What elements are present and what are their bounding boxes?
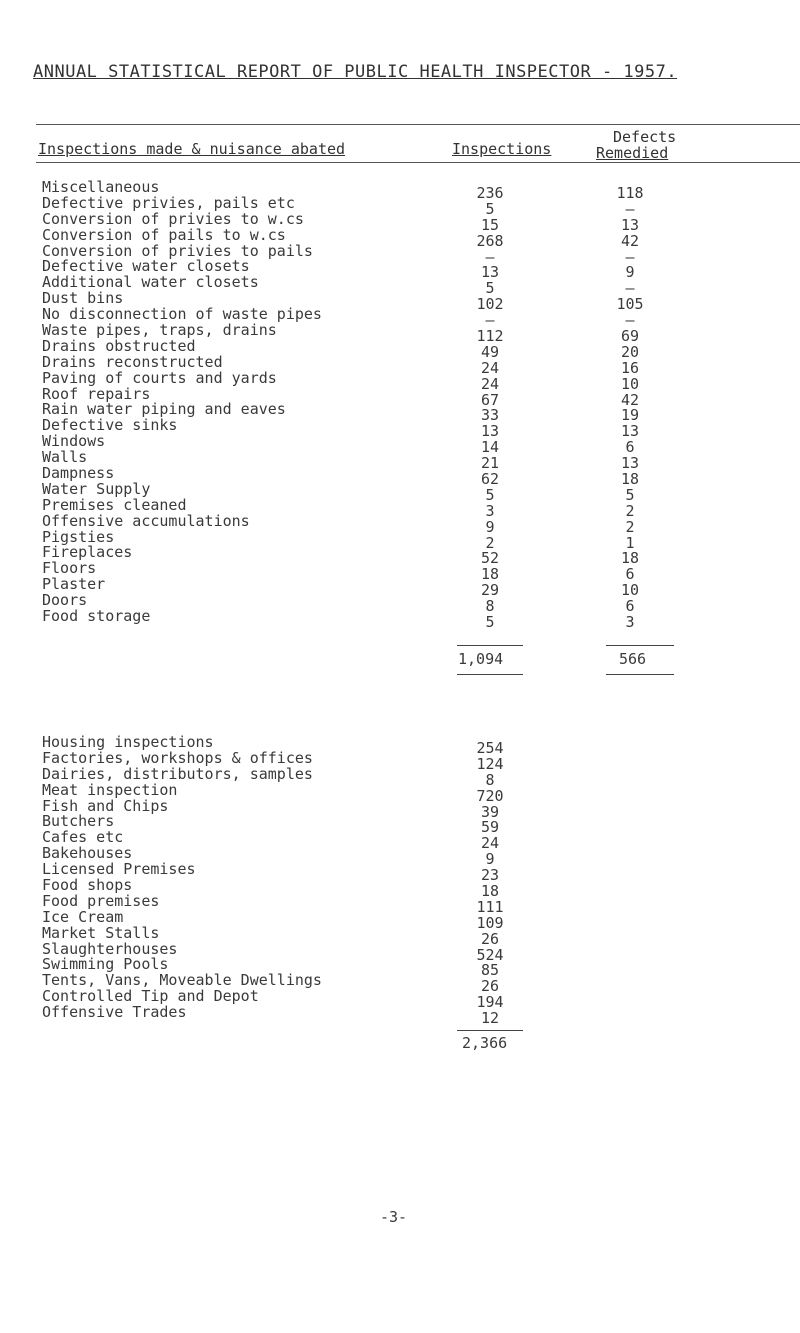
premises-inspections-value: 85	[480, 961, 500, 980]
nuisance-defects-value: —	[625, 199, 635, 218]
premises-item-label: Licensed Premises	[42, 860, 196, 879]
nuisance-inspections-value: 5	[485, 279, 495, 298]
nuisance-inspections-value: 62	[480, 470, 500, 489]
nuisance-labels	[42, 180, 322, 625]
nuisance-item-label: Water Supply	[42, 479, 151, 498]
nuisance-item-label: Defective privies, pails etc	[42, 193, 295, 212]
report-title: ANNUAL STATISTICAL REPORT OF PUBLIC HEALTH INSPECTOR - 1957.	[33, 62, 678, 82]
premises-inspections-value: 194	[476, 993, 504, 1012]
nuisance-item-label: Conversion of pails to w.cs	[42, 225, 286, 244]
nuisance-inspections-value: 8	[485, 597, 495, 616]
premises-item-label: Housing inspections	[42, 733, 214, 751]
premises-item-label: Ice Cream	[42, 907, 124, 926]
nuisance-item-label: Premises cleaned	[42, 495, 187, 514]
nuisance-item-label: Rain water piping and eaves	[42, 400, 286, 419]
nuisance-inspections-value: 67	[480, 390, 500, 409]
nuisance-defects-value: 6	[625, 438, 635, 457]
nuisance-defects-value: 13	[620, 422, 640, 441]
nuisance-item-label: Paving of courts and yards	[42, 368, 277, 387]
nuisance-defects-value: 42	[620, 231, 640, 250]
nuisance-item-label: Food storage	[42, 607, 151, 626]
nuisance-inspections-value: 13	[480, 422, 500, 441]
nuisance-defects-value: 18	[620, 470, 640, 489]
premises-item-label: Slaughterhouses	[42, 939, 178, 958]
nuisance-defects-value: 42	[620, 390, 640, 409]
header-remedied: Remedied	[596, 144, 669, 162]
inspections-total-rule	[457, 645, 523, 646]
nuisance-item-label: Walls	[42, 448, 88, 467]
nuisance-defects-value: —	[625, 311, 635, 330]
nuisance-defects-value: 6	[625, 565, 635, 584]
nuisance-item-label: Conversion of privies to pails	[42, 241, 313, 260]
nuisance-defects-value: 10	[620, 374, 640, 393]
nuisance-item-label: Pigsties	[42, 527, 115, 546]
nuisance-defects-value: 5	[625, 485, 635, 504]
premises-item-label: Cafes etc	[42, 828, 124, 847]
nuisance-defects-value: 1	[625, 533, 635, 552]
nuisance-defects-value: 69	[620, 327, 640, 346]
nuisance-inspections-value: 268	[476, 231, 504, 250]
header-rule	[36, 162, 800, 163]
nuisance-defects-value: 13	[620, 454, 640, 473]
nuisance-defects-value: 18	[620, 549, 640, 568]
nuisance-inspections-value: 24	[480, 374, 500, 393]
nuisance-defects-value: 2	[625, 501, 635, 520]
nuisance-inspections-value: 29	[480, 581, 500, 600]
nuisance-item-label: Doors	[42, 591, 88, 610]
premises-inspections-value: 720	[476, 786, 504, 805]
nuisance-defects-value: 3	[625, 613, 635, 632]
nuisance-defects-value: 6	[625, 597, 635, 616]
nuisance-inspections-value: 2	[485, 533, 495, 552]
nuisance-inspections-value: 49	[480, 342, 500, 361]
nuisance-defects-value: 105	[616, 295, 644, 314]
premises-total-rule	[457, 1030, 523, 1031]
premises-item-label: Factories, workshops & offices	[42, 748, 313, 767]
nuisance-defects-value: 2	[625, 517, 635, 536]
header-inspections-made: Inspections made & nuisance abated	[38, 140, 346, 158]
nuisance-item-label: Defective water closets	[42, 257, 250, 276]
premises-inspections-column	[440, 741, 540, 1027]
nuisance-inspections-value: 52	[480, 549, 500, 568]
premises-inspections-value: 24	[480, 834, 500, 853]
nuisance-item-label: Dust bins	[42, 289, 124, 308]
premises-inspections-value: 524	[476, 945, 504, 964]
premises-inspections-value: 18	[480, 882, 500, 901]
defects-total-underline	[606, 674, 674, 675]
nuisance-inspections-value: 21	[480, 454, 500, 473]
premises-inspections-value: 39	[480, 802, 500, 821]
nuisance-inspections-value: 5	[485, 199, 495, 218]
premises-inspections-value: 59	[480, 818, 500, 837]
nuisance-item-label: Floors	[42, 559, 97, 578]
top-rule	[36, 124, 800, 125]
premises-inspections-value: 109	[476, 913, 504, 932]
premises-item-label: Meat inspection	[42, 780, 178, 799]
premises-item-label: Tents, Vans, Moveable Dwellings	[42, 971, 322, 990]
nuisance-defects-value: 19	[620, 406, 640, 425]
nuisance-item-label: Miscellaneous	[42, 178, 160, 196]
premises-inspections-value: 23	[480, 866, 500, 885]
premises-item-label: Dairies, distributors, samples	[42, 764, 313, 783]
nuisance-inspections-value: 13	[480, 263, 500, 282]
nuisance-inspections-value: 236	[476, 184, 504, 202]
inspections-total-underline	[457, 674, 523, 675]
premises-inspections-total: 2,366	[462, 1034, 508, 1052]
nuisance-inspections-value: 5	[485, 485, 495, 504]
nuisance-inspections-value: 3	[485, 501, 495, 520]
premises-inspections-value: 9	[485, 850, 495, 869]
premises-inspections-value: 26	[480, 929, 500, 948]
nuisance-defects-value: 10	[620, 581, 640, 600]
premises-inspections-value: 12	[480, 1009, 500, 1028]
nuisance-defects-value: 118	[616, 184, 644, 202]
nuisance-defects-total: 566	[619, 650, 647, 668]
premises-item-label: Food premises	[42, 891, 160, 910]
nuisance-item-label: Defective sinks	[42, 416, 178, 435]
nuisance-item-label: Conversion of privies to w.cs	[42, 209, 304, 228]
nuisance-inspections-column	[440, 186, 540, 631]
premises-labels	[42, 735, 322, 1021]
premises-item-label: Bakehouses	[42, 844, 133, 863]
nuisance-inspections-value: 18	[480, 565, 500, 584]
nuisance-item-label: Additional water closets	[42, 273, 259, 292]
nuisance-inspections-value: 15	[480, 215, 500, 234]
premises-item-label: Offensive Trades	[42, 1003, 187, 1022]
nuisance-defects-value: 13	[620, 215, 640, 234]
nuisance-item-label: Drains obstructed	[42, 336, 196, 355]
nuisance-inspections-value: 9	[485, 517, 495, 536]
header-inspections: Inspections	[452, 140, 552, 158]
nuisance-inspections-value: 14	[480, 438, 500, 457]
nuisance-inspections-value: 112	[476, 327, 504, 346]
premises-inspections-value: 26	[480, 977, 500, 996]
nuisance-item-label: Windows	[42, 432, 106, 451]
nuisance-defects-value: 16	[620, 358, 640, 377]
premises-inspections-value: 111	[476, 897, 504, 916]
nuisance-item-label: Plaster	[42, 575, 106, 594]
premises-item-label: Butchers	[42, 812, 115, 831]
premises-item-label: Food shops	[42, 876, 133, 895]
nuisance-item-label: Offensive accumulations	[42, 511, 250, 530]
nuisance-item-label: Drains reconstructed	[42, 352, 223, 371]
premises-inspections-value: 124	[476, 754, 504, 773]
nuisance-defects-value: 20	[620, 342, 640, 361]
defects-total-rule	[606, 645, 674, 646]
nuisance-inspections-value: 33	[480, 406, 500, 425]
nuisance-defects-column	[590, 186, 670, 631]
page-number: -3-	[380, 1208, 408, 1226]
nuisance-item-label: Roof repairs	[42, 384, 151, 403]
premises-item-label: Fish and Chips	[42, 796, 169, 815]
premises-inspections-value: 8	[485, 770, 495, 789]
nuisance-inspections-total: 1,094	[458, 650, 504, 668]
premises-item-label: Market Stalls	[42, 923, 160, 942]
nuisance-defects-value: 9	[625, 263, 635, 282]
nuisance-item-label: No disconnection of waste pipes	[42, 305, 322, 324]
header-defects: Defects	[613, 128, 677, 146]
nuisance-inspections-value: 24	[480, 358, 500, 377]
nuisance-item-label: Dampness	[42, 464, 115, 483]
nuisance-defects-value: —	[625, 279, 635, 298]
premises-item-label: Controlled Tip and Depot	[42, 987, 259, 1006]
premises-inspections-value: 254	[476, 739, 504, 757]
nuisance-defects-value: —	[625, 247, 635, 266]
nuisance-inspections-value: —	[485, 311, 495, 330]
nuisance-inspections-value: 5	[485, 613, 495, 632]
nuisance-item-label: Fireplaces	[42, 543, 133, 562]
nuisance-inspections-value: 102	[476, 295, 504, 314]
nuisance-inspections-value: —	[485, 247, 495, 266]
nuisance-item-label: Waste pipes, traps, drains	[42, 321, 277, 340]
premises-item-label: Swimming Pools	[42, 955, 169, 974]
